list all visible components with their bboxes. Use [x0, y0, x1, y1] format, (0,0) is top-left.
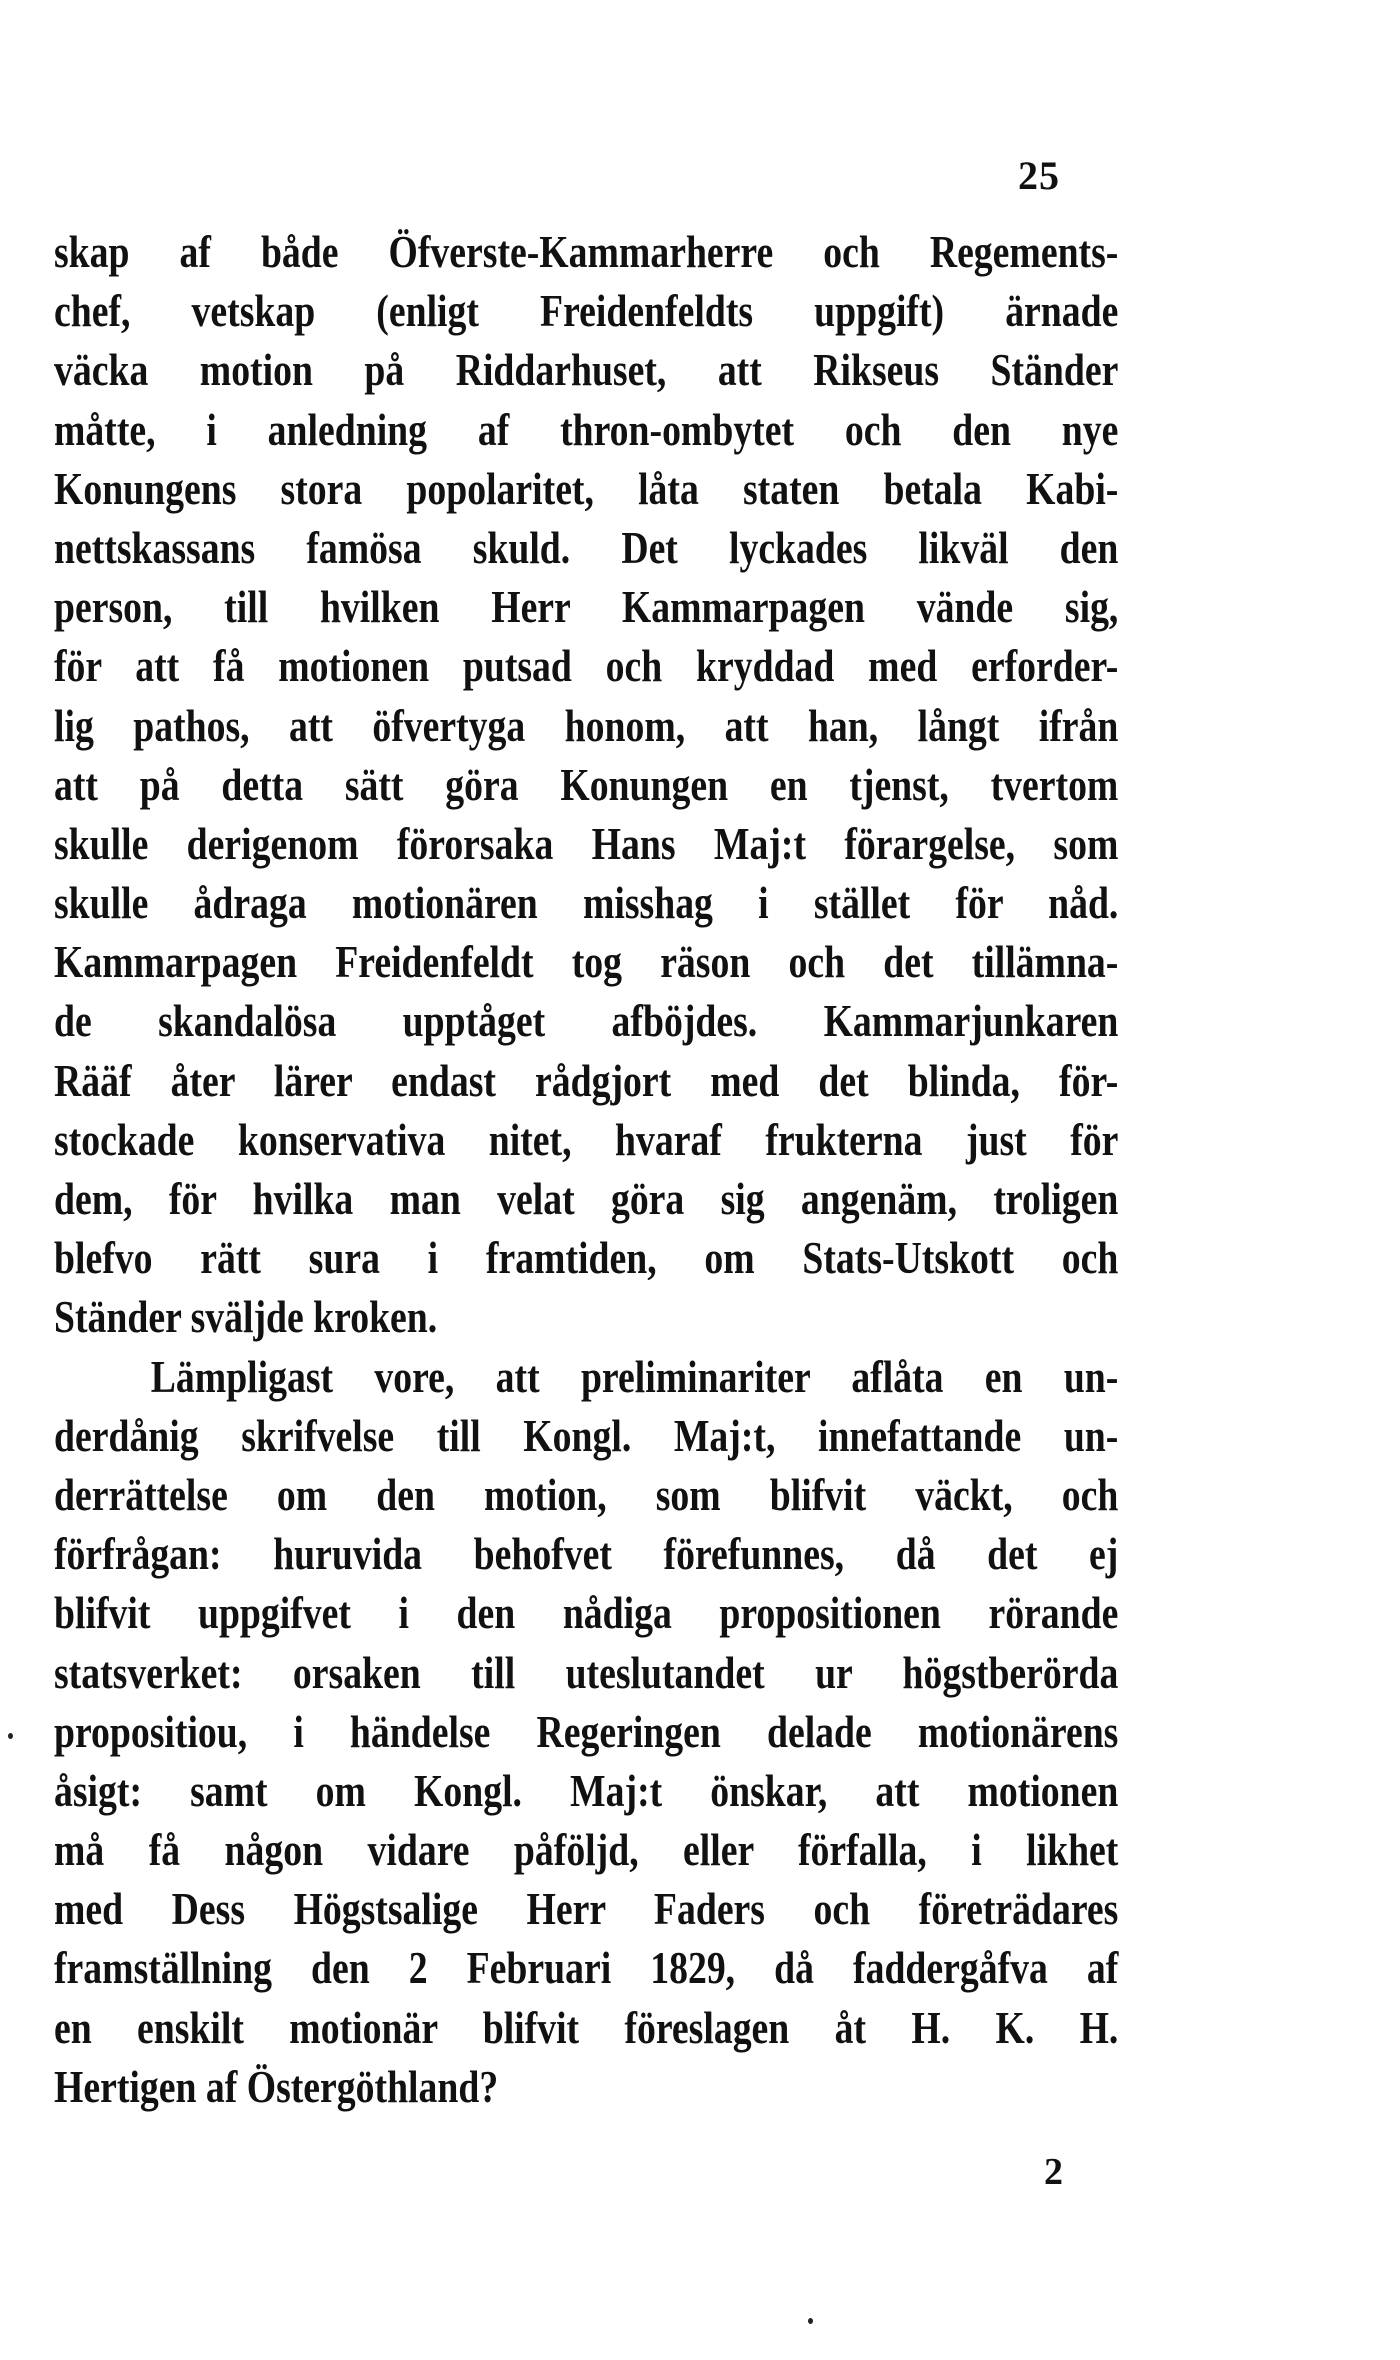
text-line: Kammarpagen Freidenfeldt tog räson och det tillämna- [54, 936, 1119, 988]
print-speck [8, 1733, 13, 1739]
text-line: för att få motionen putsad och kryddad med erforder- [54, 640, 1119, 692]
text-line: Konungens stora popolaritet, låta staten betala Kabi- [54, 462, 1119, 514]
text-line: må få någon vidare påföljd, eller förfalla, i likhet [54, 1824, 1119, 1876]
text-line: med Dess Högstsalige Herr Faders och företrädares [54, 1883, 1119, 1935]
body-text [54, 222, 1118, 2116]
text-line: väcka motion på Riddarhuset, att Rikseus Ständer [54, 344, 1119, 396]
signature-mark: 2 [1044, 2151, 1063, 2193]
text-line: stockade konservativa nitet, hvaraf frukterna just för [54, 1113, 1119, 1165]
text-line: nettskassans famösa skuld. Det lyckades likväl den [54, 521, 1119, 573]
text-line: blefvo rätt sura i framtiden, om Stats-Utskott och [54, 1232, 1119, 1284]
text-line: propositiou, i händelse Regeringen delade motionärens [54, 1705, 1119, 1757]
text-line: statsverket: orsaken till uteslutandet ur högstberörda [54, 1646, 1119, 1698]
print-speck [808, 2318, 813, 2324]
text-line: lig pathos, att öfvertyga honom, att han, långt ifrån [54, 699, 1119, 751]
text-line: Rääf åter lärer endast rådgjort med det blinda, för- [54, 1054, 1119, 1106]
text-line: skulle ådraga motionären misshag i stället för nåd. [54, 877, 1119, 929]
text-line: måtte, i anledning af thron-ombytet och den nye [54, 403, 1119, 455]
text-line: derrättelse om den motion, som blifvit väckt, och [54, 1468, 1119, 1520]
page-number: 25 [1018, 153, 1060, 198]
paragraph-end-line: Ständer svälјde kroken. [54, 1291, 438, 1343]
text-line: chef, vetskap (enligt Freidenfeldts uppgift) ärnade [54, 285, 1119, 337]
paragraph-end-line: Hertigen af Östergöthland? [54, 2060, 499, 2112]
text-line: dem, för hvilka man velat göra sig angenäm, troligen [54, 1173, 1119, 1224]
text-line: skap af både Öfverste-Kammarherre och Regements- [54, 226, 1119, 277]
text-line: framställning den 2 Februari 1829, då faddergåfva af [54, 1942, 1119, 1994]
paragraph-start-line: Lämpligast vore, att preliminariter aflåta en un- [150, 1350, 1119, 1402]
text-line: blifvit uppgifvet i den nådiga propositionen rörande [54, 1587, 1119, 1639]
text-line: en enskilt motionär blifvit föreslagen åt H. K. H. [54, 2001, 1119, 2053]
text-line: förfrågan: huruvida behofvet förefunnes, då det ej [54, 1528, 1119, 1580]
text-line: derdånig skrifvelse till Kongl. Maj:t, innefattande un- [54, 1409, 1119, 1461]
text-line: person, till hvilken Herr Kammarpagen vände sig, [54, 581, 1119, 633]
text-line: åsigt: samt om Kongl. Maj:t önskar, att motionen [54, 1764, 1119, 1816]
text-line: skulle derigenom förorsaka Hans Maj:t förargelse, som [54, 817, 1119, 869]
text-line: att på detta sätt göra Konungen en tjenst, tvertom [54, 758, 1119, 810]
text-line: de skandalösa upptåget afböjdes. Kammarjunkaren [54, 995, 1119, 1047]
